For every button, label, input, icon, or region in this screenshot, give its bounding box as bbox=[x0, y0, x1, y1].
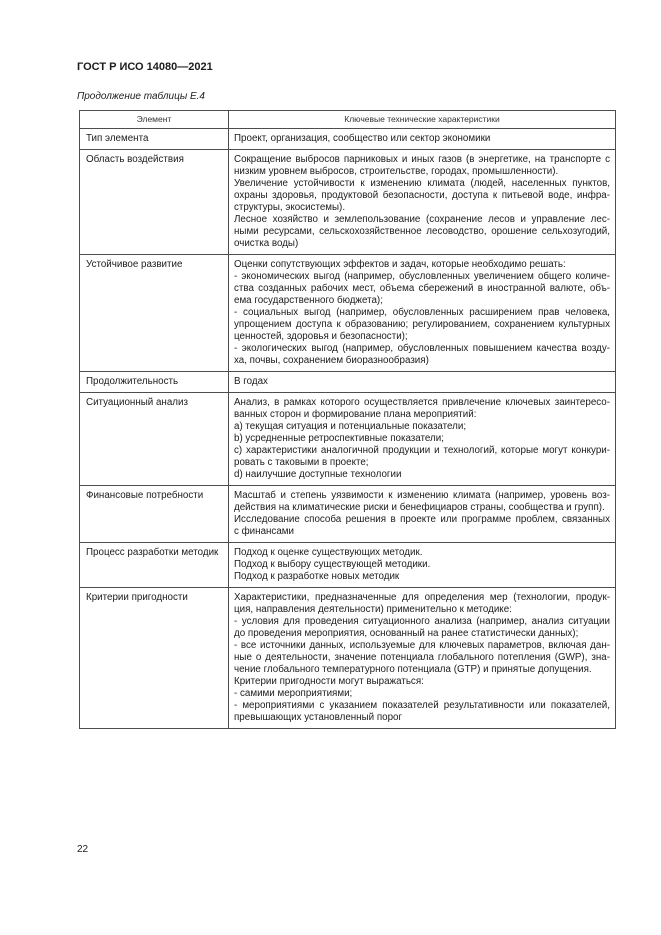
text-line: - мероприятиями с указанием показателей результативности или показателей, bbox=[234, 700, 610, 711]
element-name: Критерии пригодности bbox=[86, 592, 188, 603]
text-line: - все источники данных, используемые для ключевых параметров, включая дан- bbox=[234, 640, 610, 651]
text-line: очистка воды) bbox=[234, 238, 299, 249]
characteristics-table bbox=[79, 110, 616, 729]
table-body bbox=[80, 129, 616, 729]
characteristics-paragraph bbox=[234, 343, 610, 367]
characteristics-paragraph bbox=[234, 688, 610, 700]
characteristics-paragraph bbox=[234, 490, 610, 514]
text-line: ванных сторон и формирование плана мероприятий: bbox=[234, 409, 477, 420]
element-cell bbox=[80, 372, 229, 393]
text-line: ровать с таковыми в проекте; bbox=[234, 457, 369, 468]
characteristics-cell bbox=[229, 393, 616, 486]
characteristics-paragraph bbox=[234, 676, 610, 688]
characteristics-cell bbox=[229, 150, 616, 255]
characteristics-cell bbox=[229, 372, 616, 393]
element-name: Ситуационный анализ bbox=[86, 397, 188, 408]
characteristics-paragraph bbox=[234, 616, 610, 640]
element-name: Процесс разработки методик bbox=[86, 547, 219, 558]
table-row bbox=[80, 486, 616, 543]
text-line: Масштаб и степень уязвимости к изменению климата (например, уровень воз- bbox=[234, 490, 610, 501]
characteristics-paragraph bbox=[234, 469, 610, 481]
element-cell bbox=[80, 393, 229, 486]
text-line: ема государственного бюджета); bbox=[234, 295, 383, 306]
text-line: d) наилучшие доступные технологии bbox=[234, 469, 402, 480]
element-cell bbox=[80, 150, 229, 255]
text-line: превышающих установленный порог bbox=[234, 712, 403, 723]
text-line: ства созданных рабочих мест, объема сбережений в иностранной валюте, объ- bbox=[234, 283, 610, 294]
characteristics-paragraph bbox=[234, 700, 610, 724]
text-line: Исследование способа решения в проекте или программе проблем, связанных bbox=[234, 514, 610, 525]
text-line: Увеличение устойчивости к изменению климата (людей, населенных пунктов, bbox=[234, 178, 610, 189]
text-line: ные о деятельности, значение потенциала глобального потепления (GWP), зна- bbox=[234, 652, 610, 663]
text-line: b) усредненные ретроспективные показатели; bbox=[234, 433, 444, 444]
text-line: Сокращение выбросов парниковых и иных газов (в энергетике, на транспорте с bbox=[234, 154, 610, 165]
characteristics-paragraph bbox=[234, 571, 610, 583]
characteristics-paragraph bbox=[234, 259, 610, 271]
characteristics-cell bbox=[229, 129, 616, 150]
element-name: Устойчивое развитие bbox=[86, 259, 183, 270]
text-line: Подход к разработке новых методик bbox=[234, 571, 400, 582]
element-name: Продолжительность bbox=[86, 376, 179, 387]
characteristics-paragraph bbox=[234, 154, 610, 178]
text-line: В годах bbox=[234, 376, 268, 387]
text-line: Оценки сопутствующих эффектов и задач, которые необходимо решать: bbox=[234, 259, 566, 270]
characteristics-paragraph bbox=[234, 178, 610, 214]
text-line: Проект, организация, сообщество или сектор экономики bbox=[234, 133, 491, 144]
characteristics-paragraph bbox=[234, 307, 610, 343]
characteristics-paragraph bbox=[234, 592, 610, 616]
text-line: - условия для проведения ситуационного анализа (например, анализ ситуации bbox=[234, 616, 610, 627]
text-line: c) характеристики аналогичной продукции и технологий, которые могут конкури- bbox=[234, 445, 610, 456]
table-header-row bbox=[80, 111, 616, 129]
table-caption: Продолжение таблицы Е.4 bbox=[77, 91, 205, 102]
text-line: ными ресурсами, сельскохозяйственное лесоводство, орошение сельхозугодий, bbox=[234, 226, 610, 237]
text-line: - самими мероприятиями; bbox=[234, 688, 353, 699]
characteristics-paragraph bbox=[234, 640, 610, 676]
text-line: с финансами bbox=[234, 526, 294, 537]
characteristics-cell bbox=[229, 486, 616, 543]
column-header-element: Элемент bbox=[80, 111, 229, 129]
element-name: Финансовые потребности bbox=[86, 490, 204, 501]
characteristics-paragraph bbox=[234, 376, 610, 388]
characteristics-paragraph bbox=[234, 421, 610, 433]
text-line: - социальных выгод (например, обусловленных расширением прав человека, bbox=[234, 307, 610, 318]
text-line: Характеристики, предназначенные для определения мер (технологии, продук- bbox=[234, 592, 610, 603]
characteristics-cell bbox=[229, 543, 616, 588]
text-line: ция, направления деятельности) применительно к методике: bbox=[234, 604, 512, 615]
text-line: действия на климатические риски и бенефициаров страны, сообщества и групп). bbox=[234, 502, 605, 513]
element-cell bbox=[80, 255, 229, 372]
element-cell bbox=[80, 129, 229, 150]
table-row bbox=[80, 372, 616, 393]
text-line: охраны здоровья, продуктовой безопасности, доступа к питьевой воде, инфра- bbox=[234, 190, 610, 201]
text-line: упрощением доступа к образованию; регулированием, сохранением культурных bbox=[234, 319, 610, 330]
characteristics-paragraph bbox=[234, 214, 610, 250]
table-row bbox=[80, 150, 616, 255]
text-line: структуры, экосистемы). bbox=[234, 202, 346, 213]
text-line: Лесное хозяйство и землепользование (сохранение лесов и управление лес- bbox=[234, 214, 610, 225]
text-line: до проведения мероприятия, основанный на ранее статистически данных); bbox=[234, 628, 579, 639]
table-row bbox=[80, 543, 616, 588]
column-header-characteristics: Ключевые технические характеристики bbox=[229, 111, 616, 129]
element-name: Область воздействия bbox=[86, 154, 184, 165]
element-cell bbox=[80, 486, 229, 543]
text-line: ха, почвы, сохранением биоразнообразия) bbox=[234, 355, 429, 366]
element-name: Тип элемента bbox=[86, 133, 149, 144]
text-line: - экологических выгод (например, обусловленных повышением качества возду- bbox=[234, 343, 610, 354]
table-header bbox=[80, 111, 616, 129]
table-row bbox=[80, 393, 616, 486]
text-line: - экономических выгод (например, обусловленных увеличением общего количе- bbox=[234, 271, 610, 282]
characteristics-paragraph bbox=[234, 514, 610, 538]
characteristics-paragraph bbox=[234, 433, 610, 445]
text-line: ценностей, здоровья и безопасности); bbox=[234, 331, 408, 342]
text-line: Подход к выбору существующей методики. bbox=[234, 559, 431, 570]
element-cell bbox=[80, 543, 229, 588]
characteristics-paragraph bbox=[234, 271, 610, 307]
standard-designation: ГОСТ Р ИСО 14080—2021 bbox=[77, 61, 213, 73]
characteristics-cell bbox=[229, 255, 616, 372]
characteristics-paragraph bbox=[234, 397, 610, 421]
characteristics-cell bbox=[229, 588, 616, 729]
text-line: a) текущая ситуация и потенциальные показатели; bbox=[234, 421, 467, 432]
text-line: Анализ, в рамках которого осуществляется привлечение ключевых заинтересо- bbox=[234, 397, 610, 408]
characteristics-paragraph bbox=[234, 445, 610, 469]
text-line: Подход к оценке существующих методик. bbox=[234, 547, 423, 558]
characteristics-paragraph bbox=[234, 559, 610, 571]
text-line: чение глобального температурного потенциала (GTP) и принятые допущения. bbox=[234, 664, 592, 675]
text-line: низким уровнем выбросов, строительстве, городах, промышленности). bbox=[234, 166, 559, 177]
table-row bbox=[80, 255, 616, 372]
element-cell bbox=[80, 588, 229, 729]
text-line: Критерии пригодности могут выражаться: bbox=[234, 676, 424, 687]
table-row bbox=[80, 129, 616, 150]
table-row bbox=[80, 588, 616, 729]
characteristics-paragraph bbox=[234, 547, 610, 559]
characteristics-paragraph bbox=[234, 133, 610, 145]
page-number: 22 bbox=[77, 844, 89, 855]
